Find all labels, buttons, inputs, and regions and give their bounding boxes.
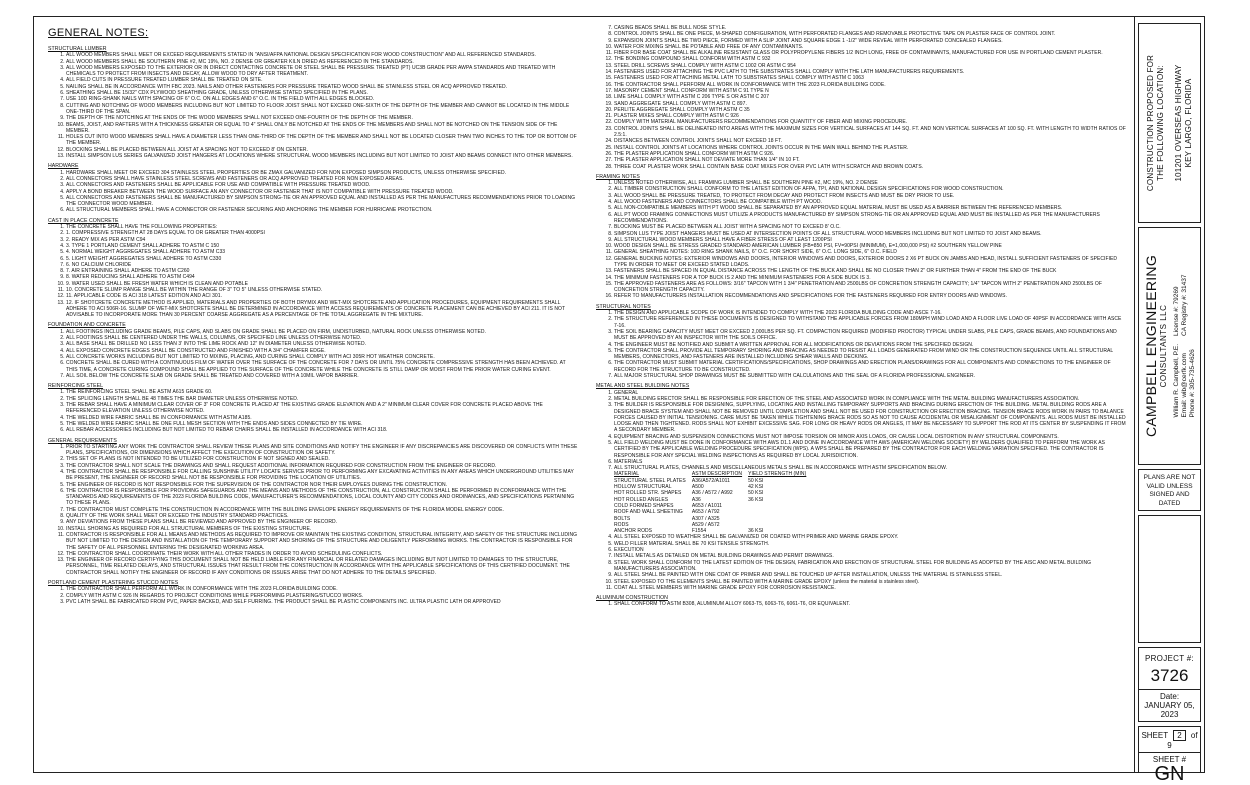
table-cell: A500 bbox=[691, 484, 704, 491]
table-cell: HOT ROLLED STR. SHAPES bbox=[614, 490, 682, 497]
table-cell: A653 / A792 bbox=[691, 509, 720, 516]
note-item: 8. STEEL WORK SHALL CONFORM TO THE LATEST EDITION OF THE DESIGN, FABRICATION AND ERECTION OF STRUCTURAL STEEL FOR BUILDING AS ADOPTED BY THE AISC AND METAL BUILDING MANUFACTURERS ASSOCIATION. bbox=[614, 560, 1126, 573]
note-item: 1. THE REINFORCING STEEL SHALL BE ASTM A615 GRADE 60. bbox=[66, 389, 578, 395]
note-item: 8. CUTTING AND NOTCHING OF WOOD MEMBERS INCLUDING BUT NOT LIMITED TO FLOOR JOIST SHALL NOT EXCEED ONE-SIXTH OF THE DEPTH OF THE MEMBER AND CANNOT BE LOCATED IN THE MIDDLE ONE-THIRD OF THE SPAN. bbox=[66, 103, 578, 116]
note-item: 4. THE CONTRACTOR SHALL BE RESPONSIBLE FOR CALLING SUNSHINE UTILITY LOCATE SERVICE PRIOR TO PERFORMING ANY EXCAVATING ACTIVITIES IN ANY AREAS WHICH UNDERGROUND UTILITIES MAY BE PRESENT, THE ENGINEER OF RECORD SHALL NOT BE RESPONSIBLE FOR PROVIDING THE LOCATION OF UTILITIES. bbox=[66, 469, 578, 482]
table-cell: 50 KSI bbox=[748, 490, 764, 497]
section-title: ALUMINUM CONSTRUCTION bbox=[596, 595, 668, 602]
ca-registry: CA Registry #: 31437 bbox=[1180, 274, 1188, 336]
note-item: 13. STEEL DRILL SCREWS SHALL COMPLY WITH ASTM C 1002 OR ASTM C 954 bbox=[614, 63, 1126, 69]
section-title: HARDWARE bbox=[48, 163, 79, 170]
note-item: 4. ALL EXPOSED CONCRETE EDGES SHALL BE CONSTRUCTED AND FINISHED WITH A 3/4" CHAMFER EDGE. bbox=[66, 348, 578, 354]
note-item: 10. INSTALL SHORING AS REQUIRED FOR ALL STRUCTURAL MEMBERS OF THE EXISTING STRUCTURE. bbox=[66, 526, 578, 532]
note-item: 11. HOLES CUT INTO WOOD MEMBERS SHALL HAVE A DIAMETER LESS THAN ONE-THIRD OF THE DEPTH OF THE MEMBER AND SHALL NOT BE LOCATED CLOSER THAN TWO INCHES TO THE TOP OR BOTTOM OF THE MEMBER. bbox=[66, 134, 578, 147]
section-title: CAST IN PLACE CONCRETE bbox=[48, 217, 119, 224]
section-list bbox=[596, 601, 1126, 607]
note-item: 11. FIBER FOR BASE COAT SHALL BE ALKALINE RESISTANT GLASS OR POLYPROPYLENE FIBERS 1/2 INCH LONG, FREE OF CONTAMINANTS, MANUFACTURED FOR USE IN PORTLAND CEMENT PLASTER. bbox=[614, 50, 1126, 56]
engineer-phone: Phone #: 305-735-4626 bbox=[1188, 349, 1196, 418]
section-title: FRAMING NOTES bbox=[596, 173, 640, 180]
stucco-notes-continued bbox=[596, 25, 1126, 170]
table-cell: ROOF AND WALL SHEETING bbox=[614, 509, 683, 516]
note-item: 10. BEAMS, JOIST, AND RAFTERS WITH A THICKNESS GREATER OR EQUAL TO 4" SHALL ONLY BE NOTCHED AT THE ENDS OF THE MEMBERS AND SHALL NOT BE NOTCHED ON THE TENSION SIDE OF THE MEMBER. bbox=[66, 122, 578, 135]
note-item: 1. THE CONTRACTOR SHALL PERFORM ALL WORK IN CONFORMANCE WITH THE 2023 FLORIDA BUILDING CODE. bbox=[66, 586, 578, 592]
note-item: 2. ALL TIMBER CONSTRUCTION SHALL CONFORM TO THE LATEST EDITION OF AFPA, TPI, AND NATIONAL DESIGN SPECIFICATIONS FOR WOOD CONSTRUCTION. bbox=[614, 186, 1126, 192]
note-item: 5. WELD FILLER MATERIAL SHALL BE 70 KSI TENSILE STRENGTH. bbox=[614, 541, 1126, 547]
section-list bbox=[596, 180, 1126, 300]
note-item: 19. SAND AGGREGATE SHALL COMPLY WITH ASTM C 897. bbox=[614, 101, 1126, 107]
title-block bbox=[1134, 17, 1205, 785]
table-header-cell: ASTM DESCRIPTION bbox=[691, 471, 743, 478]
note-item: 2. THIS SET OF PLANS IS NOT INTENDED TO BE UTILIZED FOR CONSTRUCTION IF NOT SIGNED AND SEALED. bbox=[66, 456, 578, 462]
note-item: 3. THE CONTRACTOR SHALL NOT SCALE THE DRAWINGS AND SHALL REQUEST ADDITIONAL INFORMATION REQUIRED FOR CONSTRUCTION FROM THE ENGINEER OF RECORD. bbox=[66, 463, 578, 469]
note-item: 1. GENERAL bbox=[614, 390, 1126, 396]
note-item: 9. ALL STRUCTURAL WOOD MEMBERS SHALL HAVE A FIBER STRESS OF AT LEAST 1200PSI bbox=[614, 237, 1126, 243]
note-item: 6. THE CONTRACTOR IS RESPONSIBLE FOR PROVIDING SAFEGUARDS AND THE MEANS AND METHODS OF THE CONSTRUCTION, ALL CONSTRUCTION SHALL BE PERFORMED IN CONFORMANCE WITH THE STANDARDS AND REQUIREMENTS OF THE 2023 FLORIDA BUILDING CODE, MANUFACTURER'S RECOMMENDATIONS, LOCAL COUNTY AND CITY CODES AND ORDINANCES, AND SPECIFICATIONS PERTAINING TO THESE PLANS. bbox=[66, 488, 578, 507]
drawing-sheet bbox=[33, 16, 1205, 785]
table-cell: A36 / A572 / A992 bbox=[691, 490, 733, 497]
firm-name: CAMPBELL ENGINEERING bbox=[1142, 254, 1159, 438]
note-item: 6. MATERIALS bbox=[614, 459, 1126, 465]
note-item: 15. FASTENERS USED FOR ATTACHING METAL LATH TO SUBSTRATES SHALL COMPLY WITH ASTM C 1063 bbox=[614, 75, 1126, 81]
note-item: 2. THE STRUCTURE REFERENCED IN THESE DOCUMENTS IS DESIGNED TO WITHSTAND THE APPLICABLE FORCES FROM 180MPH WIND LOAD AND A FLOOR LIVE LOAD OF 40PSF IN ACCORDANCE WITH ASCE 7-16. bbox=[614, 316, 1126, 329]
sheet-of: of bbox=[1190, 731, 1198, 740]
note-item: 1. ALL FOOTINGS INCLUDING GRADE BEAMS, PILE CAPS, AND SLABS ON GRADE SHALL BE PLACED ON FIRM, UNDISTURBED, NATURAL ROCK UNLESS OTHERWISE NOTED. bbox=[66, 329, 578, 335]
note-item: 10. WOOD DESIGN SHALL BE STRESS GRADED STANDARD AMERICAN LUMBER (FB=850 PSI, FV=90PSI (MINIMUM), E=1,000,000 PSI) #2 SOUTHERN YELLOW PINE bbox=[614, 243, 1126, 249]
note-item: 15. THE APPROVED FASTENERS ARE AS FOLLOWS: 3/16" TAPCON WITH 1 3/4" PENETRATION AND 2500LBS OF CONCRETION STRENGTH CAPACITY; 1/4" TAPCON WITH 2" PENETRATION AND 2500LBS OF CONCRETION STRENGTH CAPACITY. bbox=[614, 281, 1126, 294]
note-item: 4. THE ENGINEER MUST BE NOTIFIED AND SUBMIT A WRITTEN APPROVAL FOR ALL MODIFICATIONS OR DEVIATIONS FROM THE SPECIFIED DESIGN. bbox=[614, 342, 1126, 348]
note-item: 3. ALL WOOD MEMBERS EXPOSED TO THE EXTERIOR OR IN DIRECT CONTACTING CONCRETE OR STEEL SHALL BE PRESSURE TREATED (PT) UC3B GRADE PER AWPA STANDARDS AND TREATED WITH CHEMICALS TO PROTECT FROM INSECTS AND DECAY, ALLOW WOOD TO DRY AFTER TREATMENT. bbox=[66, 65, 578, 78]
note-item: 25. INSTALL CONTROL JOINTS AT LOCATIONS WHERE CONTROL JOINTS OCCUR IN THE MAIN WALL BEHIND THE PLASTER. bbox=[614, 145, 1126, 151]
note-item: 10. WATER FOR MIXING SHALL BE POTABLE AND FREE OF ANY CONTAMINANTS. bbox=[614, 44, 1126, 50]
section-list bbox=[48, 170, 578, 214]
table-cell: A36 bbox=[691, 496, 701, 503]
section-title: METAL AND STEEL BUILDING NOTES bbox=[596, 383, 690, 390]
section-list bbox=[48, 224, 578, 318]
note-item: 13. INSTALL SIMPSON LUS SERIES GALVANIZED JOIST HANGERS AT LOCATIONS WHERE STRUCTURAL WOOD MEMBERS INCLUDING BUT NOT LIMITED TO JOIST AND BEAMS CONNECT INTO OTHER MEMBERS. bbox=[66, 153, 578, 159]
note-item: 13. FASTENERS SHALL BE SPACED IN EQUAL DISTANCE ACROSS THE LENGTH OF THE BUCK AND SHALL BE NO CLOSER THAN 2" OR FURTHER THAN 4" FROM THE END OF THE BUCK bbox=[614, 268, 1126, 274]
note-item: 3. THE SOIL BEARING CAPACITY MUST MEET OR EXCEED 2,000LBS PER SQ. FT. COMPACTION REQUIRED (MODIFIED PROCTOR) TYPICAL UNDER SLABS, PILE CAPS, GRADE BEAMS, AND FOUNDATIONS AND MUST BE APPROVED BY AN INSPECTOR WITH THE SOILS OFFICE. bbox=[614, 329, 1126, 342]
note-item: 12. 11. APPLICABLE CODE IS ACI 318 LATEST EDITION AND ACI 301. bbox=[66, 293, 578, 299]
note-item: 3. PVC LATH SHALL BE FABRICATED FROM PVC, PAPER BACKED, AND SELF FURRING. THE PRODUCT SHALL BE PLASTIC COMPONENTS INC. ULTRA PLASTIC LATH OR APPROVED bbox=[66, 599, 578, 605]
note-item: 1. PRIOR TO STARTING ANY WORK THE CONTRACTOR SHALL REVIEW THESE PLANS AND SITE CONDITIONS AND NOTIFY THE ENGINEER IF ANY DISCREPANCIES ARE DISCOVERED OR CONFLICTS WITH THESE PLANS, SPECIFICATIONS, OR DIMENSIONS WHICH AFFECT THE EXECUTION OF CONSTRUCTION OR SAFETY. bbox=[66, 444, 578, 457]
note-item: 6. 5. LIGHT WEIGHT AGGREGATES SHALL ADHERE TO ASTM C330 bbox=[66, 256, 578, 262]
note-item: 6. ALL PT WOOD FRAMING CONNECTIONS MUST UTILIZE A PRODUCTS MANUFACTURED BY SIMPSON STRONG-TIE OR AN APPROVED EQUAL AND MUST BE INSTALLED AS PER THE MANUFACTURERS RECOMMENDATIONS. bbox=[614, 212, 1126, 225]
note-item: 7. ALL MAJOR STRUCTURAL SHOP DRAWINGS MUST BE SUBMITTED WITH CALCULATIONS AND THE SEAL OF A FLORIDA PROFESSIONAL ENGINEER. bbox=[614, 373, 1126, 379]
note-item: 4. ALL WOOD FASTENERS AND CONNECTORS SHALL BE COMPATIBLE WITH PT WOOD. bbox=[614, 199, 1126, 205]
note-item: 5. ALL NON-COMPATIBLE MEMBERS WITH PT WOOD SHALL BE SEPARATED BY AN APPROVED EQUAL MATERIAL MUST BE USED AS A BARRIER BETWEEN THE REFERENCED MEMBERS. bbox=[614, 205, 1126, 211]
table-cell: HOLLOW STRUCTURAL bbox=[614, 484, 672, 491]
note-item: 8. SIMPSON LUS TYPE JOIST HANGERS MUST BE USED AT INTERSECTION POINTS OF ALL STRUCTURAL WOOD MEMBERS INCLUDING BUT NOT LIMITED TO JOIST AND BEAMS. bbox=[614, 231, 1126, 237]
note-item: 4. ALL FIELD CUTS IN PRESSURE TREATED LUMBER SHALL BE TREATED ON SITE. bbox=[66, 77, 578, 83]
note-item: 9. THE DEPTH OF THE NOTCHING AT THE ENDS OF THE WOOD MEMBERS SHALL NOT EXCEED ONE-FOURTH OF THE DEPTH OF THE MEMBER. bbox=[66, 115, 578, 121]
note-item: 1. SHALL CONFORM TO ASTM B308, ALUMINUM ALLOY 6063-T5, 6063-T6, 6061-T6, OR EQUIVALENT. bbox=[614, 601, 1126, 607]
sheet-number-box bbox=[1138, 726, 1201, 785]
note-item: 12. GENERAL BUCKING NOTES: EXTERIOR WINDOWS AND DOORS, INTERIOR WINDOWS AND DOORS, EXTERIOR DOORS 2 X6 PT BUCK ON JAMBS AND HEAD, INSTALL SUFFICIENT FASTENERS OF SPECIFIED TYPE IN ORDER TO MEET OR EXCEED STATED LOADS. bbox=[614, 256, 1126, 269]
note-item: 11. CONTRACTOR IS RESPONSIBLE FOR ALL MEANS AND METHODS AS REQUIRED TO IMPROVE OR MAINTAIN THE EXISTING CONDITION, STRUCTURAL INTEGRITY, AND SAFETY OF THE STRUCTURE INCLUDING BUT NOT LIMITED TO THE DESIGN AND INSTALLATION OF THE TEMPORARY SUPPORT AND SHORING OF THE STRUCTURE AND DILIGENTLY PERFORMING WORKS. THE CONTRACTOR IS RESPONSIBLE FOR THE SAFETY OF ALL PERSONNEL ENTERING THE DESIGNATED WORKING AREA. bbox=[66, 532, 578, 551]
date-label: Date: bbox=[1139, 689, 1200, 701]
location-box bbox=[1138, 23, 1201, 223]
note-item: 6. THE CONTRACTOR MUST SUBMIT MATERIAL CERTIFICATIONS/SPECIFICATIONS, SHOP DRAWINGS AND ERECTION PLANS/DRAWINGS FOR ALL COMPONENTS AND CONNECTIONS TO THE ENGINEER OF RECORD FOR THE STRUCTURE TO BE CONSTRUCTED. bbox=[614, 360, 1126, 373]
note-item: 5. NAILING SHALL BE IN ACCORDANCE WITH FBC 2023. NAILS AND OTHER FASTENERS FOR PRESSURE TREATED WOOD SHALL BE STAINLESS STEEL OR ACQ APPROVED TREATED. bbox=[66, 84, 578, 90]
note-item: 5. THE WELDED WIRE FABRIC SHALL BE ONE FULL MESH SECTION WITH THE ENDS AND SIDES CONNECTED BY TIE WIRE. bbox=[66, 421, 578, 427]
note-item: 3. ALL WOOD SHALL BE PRESSURE TREATED, TO PROTECT FROM DECAY AND PROTECT FROM INSECTS AND MUST BE DRY PRIOR TO USE. bbox=[614, 193, 1126, 199]
note-item: 26. THE PLASTER APPLICATION SHALL CONFORM WITH ASTM C 926. bbox=[614, 151, 1126, 157]
note-item: 2. 1. COMPRESSIVE STRENGTH AT 28 DAYS EQUAL TO OR GREATER THAN 4000PSI bbox=[66, 230, 578, 236]
note-item: 9. EXPANSION JOINTS SHALL BE TWO PIECE, FORMED WITH A SLIP JOINT AND SQUARE EDGE 1 -1/2" WIDE REVEAL WITH PERFORATED CONCEALED FLANGES. bbox=[614, 38, 1126, 44]
note-item: 4. EQUIPMENT BRACING AND SUSPENSION CONNECTIONS MUST NOT IMPOSE TORSION OR MINOR AXIS LOADS, OR CAUSE LOCAL DISTORTION IN ANY STRUCTURAL COMPONENTS. bbox=[614, 434, 1126, 440]
section-list bbox=[48, 52, 578, 159]
engineer-name: William R. Campbell, P.E. bbox=[1172, 343, 1180, 418]
note-item: 2. METAL BUILDING ERECTOR SHALL BE RESPONSIBLE FOR ERECTION OF THE STEEL AND ASSOCIATED WORK IN COMPLIANCE WITH THE METAL BUILDING MANUFACTURERS ASSOCIATION. bbox=[614, 396, 1126, 402]
note-item: 16. REFER TO MANUFACTURERS INSTALLATION RECOMMENDATIONS AND SPECIFICATIONS FOR THE FASTENERS REQUIRED FOR ENTRY DOORS AND WINDOWS. bbox=[614, 293, 1126, 299]
note-item: 17. MASONRY CEMENT SHALL CONFORM WITH ASTM C 91 TYPE N bbox=[614, 88, 1126, 94]
firm-subtitle: CONSULTANTS LLC bbox=[1158, 304, 1168, 388]
location-line1: CONSTRUCTION PROPOSED FOR bbox=[1145, 54, 1155, 192]
note-item: 5. 4. NORMAL WEIGHT AGGREGATES SHALL ADHERE TO ASTM C33 bbox=[66, 249, 578, 255]
note-item: 16. THE CONTRACTOR SHALL PERFORM ALL WORK IN CONFORMANCE WITH THE 2023 FLORIDA BUILDING CODE. bbox=[614, 82, 1126, 88]
section-title: PORTLAND CEMENT PLASTERING STUCCO NOTES bbox=[48, 580, 179, 587]
notes-column-right bbox=[596, 25, 1126, 608]
section-title: REINFORCING STEEL bbox=[48, 383, 104, 390]
firm-box bbox=[1138, 227, 1201, 465]
note-item: 2. COMPLY WITH ASTM C 926 IN REGARDS TO PROJECT CONDITIONS WHILE PERFORMING PLASTERING/STUCCO WORKS. bbox=[66, 593, 578, 599]
note-item: 3. ALL BASE SHALL BE DRILLED NO LESS THAN 3' INTO THE LIME ROCK AND 12" IN DIAMETER UNLESS OTHERWISE NOTED. bbox=[66, 341, 578, 347]
note-item: 1. ALL WOOD MEMBERS SHALL MEET OR EXCEED REQUIREMENTS STATED IN "ANSI/AFPA NATIONAL DESIGN SPECIFICATION FOR WOOD CONSTRUCTION" AND ALL REFERENCED STANDARDS. bbox=[66, 52, 578, 58]
note-item: 3. 2. READY MIX AS PER ASTM C94 bbox=[66, 237, 578, 243]
note-item: 2. ALL WOOD MEMBERS SHALL BE SOUTHERN PINE #2, MC 19%, NO. 2 DENSE OR GREATER KILN DRIED AS REFERENCED IN THE STANDARDS. bbox=[66, 59, 578, 65]
note-item: 18. LIME SHALL COMPLY WITH ASTM C 206 TYPE S OR ASTM C 207 bbox=[614, 94, 1126, 100]
table-header-cell: MATERIAL bbox=[614, 471, 640, 478]
note-item: 4. THE WELDED WIRE FABRIC SHALL BE IN CONFORMANCE WITH ASTM A185. bbox=[66, 415, 578, 421]
sheet-id: GN bbox=[1154, 763, 1185, 785]
note-item: 6. ALL REBAR ACCESSORIES INCLUDING BUT NOT LIMITED TO REBAR CHAIRS SHALL BE INSTALLED IN ACCORDANCE WITH ACI 318. bbox=[66, 427, 578, 433]
section-list bbox=[48, 586, 578, 605]
note-item: 4. 3. TYPE 1 PORTLAND CEMENT SHALL ADHERE TO ASTM C 150 bbox=[66, 243, 578, 249]
table-cell: A36/A572/A1011 bbox=[691, 477, 730, 484]
note-item: 10. STEEL EXPOSED TO THE ELEMENTS SHALL BE PAINTED WITH A MARINE GRADE EPOXY (unless the material is stainless steel). bbox=[614, 579, 1126, 585]
note-item: 7. ALL SOIL BELOW THE CONCRETE SLAB ON GRADE SHALL BE TREATED AND COVERED WITH A 10MIL VAPOR BARRIER. bbox=[66, 373, 578, 379]
note-item: 11. COAT ALL STEEL MEMBERS WITH MARINE GRADE EPOXY FOR CORROSION RESISTANCE. bbox=[614, 585, 1126, 591]
plans-validity-note: PLANS ARE NOT VALID UNLESS SIGNED AND DATED bbox=[1138, 469, 1201, 511]
note-item: 7. CASING BEADS SHALL BE BULL NOSE STYLE. bbox=[614, 25, 1126, 31]
note-item: 7. 6. NO CALCIUM CHLORIDE bbox=[66, 262, 578, 268]
note-item: 11. 10. CONCRETE SLUMP RANGE SHALL BE WITHIN THE RANGE OF 3" TO 5" UNLESS OTHERWISE STATED. bbox=[66, 287, 578, 293]
table-cell: A529 / A572 bbox=[691, 521, 720, 528]
note-item: 13. THE ENGINEER OF RECORD CERTIFYING THIS DOCUMENT SHALL NOT BE HELD LIABLE FOR ANY FINANCIAL OR RELATED DAMAGES INCLUDING BUT NOT LIMITED TO DAMAGES TO THE STRUCTURE, PERSONNEL, TIME RELATED DELAYS, AND STRUCTURAL ISSUES THAT RESULT FROM THE CONSTRUCTION IN ACCORDANCE WITH THE APPLICABLE SPECIFICATIONS OF THIS CERTIFIED DOCUMENT. THE CONTRACTOR SHALL NOTIFY THE ENGINEER OF RECORD IF ANY CONDITIONS OR ISSUES ARISE THAT DO NOT ADHERE TO THE DETAILS SPECIFIED. bbox=[66, 557, 578, 576]
section-list bbox=[596, 310, 1126, 379]
project-number: 3726 bbox=[1150, 666, 1189, 685]
date-value: JANUARY 05, 2023 bbox=[1144, 701, 1195, 719]
table-cell: 36 KSI bbox=[748, 496, 764, 503]
note-item: 6. ALL STRUCTURAL MEMBERS SHALL HAVE A CONNECTOR OR FASTENER SECURING AND ANCHORING THE MEMBER FOR HURRICANE PROTECTION. bbox=[66, 207, 578, 213]
page-title: GENERAL NOTES: bbox=[48, 27, 149, 39]
table-header-cell: YIELD STRENGTH (MIN) bbox=[748, 471, 807, 478]
note-item: 6. CONCRETE SHALL BE CURED WITH A CONTINUOUS FILM OF WATER OVER THE SURFACE OF THE CONCRETE FOR 7 DAYS OR UNTIL 75% CONCRETE COMPRESSIVE STRENGTH HAS BEEN ACHIEVED. AT THIS TIME, A CONCRETE CURING COMPOUND SHALL BE APPLIED TO THE SURFACE OF THE CONCRETE WHILE THE CONCRETE IS STILL DAMP OR MOIST FROM THE PRIOR WATER CURING EVENT. bbox=[66, 360, 578, 373]
table-cell: HOT ROLLED ANGLES bbox=[614, 496, 669, 503]
note-item: 1. HARDWARE SHALL MEET OR EXCEED 304 STAINLESS STEEL PROPERTIES OR BE ZMAX GALVANIZED FOR NON EXPOSED SIMPSON PRODUCTS, UNLESS OTHERWISE SPECIFIED. bbox=[66, 170, 578, 176]
engineer-email: Email: wib@cerfk.com bbox=[1180, 353, 1188, 418]
sheet-total: 9 bbox=[1167, 741, 1172, 750]
table-cell: A653 / A1011 bbox=[691, 502, 723, 509]
note-item: 2. THE SPLICING LENGTH SHALL BE 48 TIMES THE BAR DIAMETER UNLESS OTHERWISE NOTED. bbox=[66, 396, 578, 402]
table-cell: STRUCTURAL STEEL PLATES bbox=[614, 477, 686, 484]
sheet-label: SHEET bbox=[1141, 731, 1168, 740]
steel-notes-continued bbox=[596, 534, 1126, 591]
note-item: 7. INSTALL METALS AS DETAILED ON METAL BUILDING DRAWINGS AND PERMIT DRAWINGS. bbox=[614, 553, 1126, 559]
license-number: License #: 79269 bbox=[1172, 286, 1180, 336]
note-item: 12. THE CONTRACTOR SHALL COORDINATE THEIR WORK WITH ALL OTHER TRADES IN ORDER TO AVOID SCHEDULING CONFLICTS. bbox=[66, 551, 578, 557]
note-item: 12. BLOCKING SHALL BE PLACED BETWEEN ALL JOIST AT A SPACING NOT TO EXCEED 8' ON CENTER. bbox=[66, 147, 578, 153]
table-cell: RODS bbox=[614, 521, 629, 528]
table-cell: A307 / A325 bbox=[691, 515, 720, 522]
section-title: GENERAL REQUIREMENTS bbox=[48, 437, 117, 444]
note-item: 12. THE BONDING COMPOUND SHALL CONFORM WITH ASTM C 932 bbox=[614, 56, 1126, 62]
section-list bbox=[48, 444, 578, 576]
location-line2: THE FOLLOWING LOCATION: bbox=[1155, 65, 1165, 181]
note-item: 1. UNLESS NOTED OTHERWISE, ALL FRAMING LUMBER SHALL BE SOUTHERN PINE #2, MC 19%, NO. 2 DENSE bbox=[614, 180, 1126, 186]
note-item: 20. PERLITE AGGREGATE SHALL COMPLY WITH ASTM C 35 bbox=[614, 107, 1126, 113]
note-item: 14. FASTENERS USED FOR ATTACHING THE PVC LATH TO THE SUBSTRATES SHALL COMPLY WITH THE LATH MANUFACTURERS REQUIREMENTS. bbox=[614, 69, 1126, 75]
section-list bbox=[48, 329, 578, 379]
note-item: 13. 12. IF SHOTCRETE CONCRETE METHOD IS APPLIED, MATERIALS AND PROPERTIES OF BOTH DRYMIX AND WET-MIX SHOTCRETE AND APPLICATION PROCEDURES, EQUIPMENT REQUIREMENTS SHALL ADHERE TO ACI 506R-16. SLUMP OF WET-MIX SHOTCRETE SHALL BE DETERMINED IN ACCORDANCE WITH ACCESS REQUIREMENTS OF CONCRETE PLACEMENT CAN BE ACHIEVED BY ACI 211. IT IS NOT ADVISABLE TO INCORPORATE MORE THAN 30 PERCENT COARSE AGGREGATE AS A PERCENTAGE OF THE TOTAL AGGREGATE IN THE MIXTURE. bbox=[66, 300, 578, 319]
note-item: 8. QUALITY OF THE WORK SHALL MEET OR EXCEED THE INDUSTRY STANDARD PRACTICES. bbox=[66, 513, 578, 519]
address-line1: 101201 OVERSEAS HIGHWAY bbox=[1173, 64, 1183, 182]
section-list bbox=[596, 390, 1126, 472]
project-box bbox=[1138, 647, 1201, 722]
note-item: 23. CONTROL JOINTS SHALL BE DELINEATED INTO AREAS WITH THE MAXIMUM SIZES FOR VERTICAL SURFACES AT 144 SQ. FT. AND NON VERTICAL SURFACES AT 100 SQ. FT. WITH LENGTH TO WIDTH RATIOS OF 2.5:1. bbox=[614, 126, 1126, 139]
table-cell: BOLTS bbox=[614, 515, 631, 522]
note-item: 8. CONTROL JOINTS SHALL BE ONE PIECE, M-SHAPED CONFIGURATION, WITH PERFORATED FLANGES AND REMOVABLE PROTECTIVE TAPE ON PLASTER FACE OF CONTROL JOINT. bbox=[614, 31, 1126, 37]
note-item: 5. THE ENGINEER OF RECORD IS NOT RESPONSIBLE FOR THE SUPERVISION OF THE CONTRACTOR NOR THEIR EMPLOYEES DURING THE CONSTRUCTION. bbox=[66, 482, 578, 488]
note-item: 9. ANY DEVIATIONS FROM THESE PLANS SHALL BE REVIEWED AND APPROVED BY THE ENGINEER OF RECORD. bbox=[66, 519, 578, 525]
note-item: 9. ALL STEEL SHALL BE PAINTED WITH ONE COAT OF PRIMER AND SHALL BE TOUCHED UP AFTER INSTALLATION, UNLESS THE MATERIAL IS STAINLESS STEEL. bbox=[614, 572, 1126, 578]
note-item: 2. ALL FOOTINGS SHALL BE CENTERED UNDER THE WALLS, COLUMNS, OR SPECIFIED LINE UNLESS OTHERWISE NOTED. bbox=[66, 335, 578, 341]
note-item: 7. ALL STRUCTURAL PLATES, CHANNELS AND MISCELLANEOUS METALS SHALL BE IN ACCORDANCE WITH ASTM SPECIFICATION BELOW. bbox=[614, 465, 1126, 471]
note-item: 6. EXECUTION bbox=[614, 547, 1126, 553]
section-title: FOUNDATION AND CONCRETE bbox=[48, 322, 126, 329]
note-item: 6. SHEATHING SHALL BE 15/32" CDX PLYWOOD SHEATHING GRADE, UNLESS OTHERWISE STATED SPECIFIED IN THE PLANS. bbox=[66, 90, 578, 96]
notes-column-left bbox=[48, 25, 578, 605]
table-cell: 36 KSI bbox=[748, 528, 764, 535]
note-item: 3. THE BUILDER IS RESPONSIBLE FOR DESIGNING, SUPPLYING, LOCATING AND INSTALLING TEMPORARY SUPPORTS AND BRACING DURING ERECTION OF THE BUILDING. METAL BUILDING RODS ARE A DESIGNED BRACE SYSTEM AND SHALL NOT BE REMOVED UNTIL COMPLETION AND SHALL NOT BE USED FOR CONSTRUCTION OR ERECTION BRACING. TENSION BRACE RODS WORK IN PAIRS TO BALANCE FORCES CAUSED BY INITIAL TENSIONING. CARE MUST BE TAKEN WHILE TIGHTENING BRACE RODS SO AS NOT TO CAUSE ACCIDENTAL OR MISALIGNMENT OF COMPONENTS. ALL RODS MUST BE INSTALLED LOOSE AND THEN TIGHTENED. RODS SHALL NOT EXHIBIT EXCESSIVE SAG. FOR LONG OR HEAVY RODS OR ANGLES, IT MAY BE NECESSARY TO SUPPORT THE ROD AT ITS CENTER BY SUSPENDING IT FROM A SECONDARY MEMBER. bbox=[614, 402, 1126, 433]
note-item: 10. 9. WATER USED SHALL BE FRESH WATER WHICH IS CLEAN AND POTABLE bbox=[66, 281, 578, 287]
address-line2: KEY LARGO, FLORIDA bbox=[1183, 78, 1193, 168]
note-item: 11. GENERAL SHEATHING NOTES: 10D RING SHANK NAILS, 6" O.C. FOR SHORT SIDE, 6" O.C. LONG SIDE, 6" O.C. FIELD bbox=[614, 249, 1126, 255]
note-item: 5. ALL CONCRETE WORKS INCLUDING BUT NOT LIMITED TO MIXING, PLACING, AND CURING SHALL COMPLY WITH ACI 305R HOT WEATHER CONCRETE. bbox=[66, 354, 578, 360]
section-title: STRUCTURAL LUMBER bbox=[48, 46, 107, 52]
table-cell: COLD FORMED SHAPES bbox=[614, 502, 674, 509]
note-item: 4. APPLY A BOND BREAKER BETWEEN THE WOOD SURFACE AN ANY CONNECTOR OR FASTENER THAT IS NOT COMPATIBLE WITH PRESSURE TREATED WOOD. bbox=[66, 189, 578, 195]
note-item: 28. THREE COAT PLASTER WORK SHALL CONTAIN BASE COAT MIXES FOR OVER PVC LATH WITH SCRATCH AND BROWN COATS. bbox=[614, 164, 1126, 170]
section-title: STRUCTURAL NOTES bbox=[596, 303, 651, 310]
note-item: 5. ALL CONNECTORS AND FASTENERS SHALL BE MANUFACTURED BY SIMPSON STRONG-TIE OR AN APPROVED EQUAL AND INSTALLED AS PER THE MANUFACTURES RECOMMENDATIONS PRIOR TO LOADING THE CONNECTOR WOOD MEMBER. bbox=[66, 195, 578, 208]
note-item: 1. THE DESIGN AND APPLICABLE SCOPE OF WORK IS INTENDED TO COMPLY WITH THE 2023 FLORIDA BUILDING CODE AND ASCE 7-16. bbox=[614, 310, 1126, 316]
note-item: 5. ALL FIELD WELDING MUST BE DONE IN CONFORMANCE WITH AWS D1.1 AND DONE IN ACCORDANCE WITH AWS (AMERICAN WELDING SOCIETY) BY WELDERS QUALIFIED TO PERFORM THE WORK AS CERTIFIED BY THE APPLICABLE WELDING PROCEDURE SPECIFICATION (WPS). A WPS SHALL BE PREPARED BY THE CONTRACTOR FOR EACH WELDING VARIATION SPECIFIED. THE CONTRACTOR IS RESPONSIBLE FOR ANY SPECIAL WELDING INSPECTIONS AS REQUIRED BY LOCAL JURISDICTION. bbox=[614, 440, 1126, 459]
note-item: 7. THE CONTRACTOR MUST COMPLETE THE CONSTRUCTION IN ACCORDANCE WITH THE BUILDING ENVELOPE ENERGY REQUIREMENTS OF THE FLORIDA MODEL ENERGY CODE. bbox=[66, 507, 578, 513]
note-item: 7. BLOCKING MUST BE PLACED BETWEEN ALL JOIST WITH A SPACING NOT TO EXCEED 8' O.C. bbox=[614, 224, 1126, 230]
sheet-current: 2 bbox=[1173, 730, 1185, 741]
note-item: 1. THE CONCRETE SHALL HAVE THE FOLLOWING PROPERTIES: bbox=[66, 224, 578, 230]
table-cell: ANCHOR RODS bbox=[614, 528, 653, 535]
project-label: PROJECT #: bbox=[1144, 654, 1195, 663]
note-item: 5. THE CONTRACTOR SHALL PROVIDE ALL TEMPORARY SHORING AND BRACING AS NEEDED TO RESIST ALL LOADS GENERATED FROM WIND OR THE CONSTRUCTION SEQUENCE UNTIL ALL STRUCTURAL MEMBERS, CONNECTORS, AND FASTENERS ARE INSTALLED INCLUDING SHEAR WALLS AND DECKING. bbox=[614, 348, 1126, 361]
section-list bbox=[48, 389, 578, 433]
materials-table bbox=[614, 471, 812, 534]
general-notes bbox=[48, 25, 1133, 770]
note-item: 3. THE REBAR SHALL HAVE A MINIMUM CLEAR COVER OF 3" FOR CONCRETE PLACED AT THE EXISTING GRADE ELEVATION AND A 2" MINIMUM CLEAR COVER FOR CONCRETE PLACED ABOVE THE REFERENCED ELEVATION UNLESS OTHERWISE NOTED. bbox=[66, 402, 578, 415]
seal-box bbox=[1138, 515, 1201, 643]
note-item: 2. ALL CONNECTORS SHALL HAVE STAINLESS STEEL SCREWS AND FASTENERS OR ACQ APPROVED TREATED FOR NON EXPOSED AREAS. bbox=[66, 176, 578, 182]
sheet-id-label: SHEET # bbox=[1152, 755, 1187, 764]
note-item: 4. ALL STEEL EXPOSED TO WEATHER SHALL BE GALVANIZED OR COATED WITH PRIMER AND MARINE GRADE EPOXY. bbox=[614, 534, 1126, 540]
note-item: 3. ALL CONNECTORS AND FASTENERS SHALL BE APPLICABLE FOR USE AND COMPATIBLE WITH PRESSURE TREATED WOOD. bbox=[66, 182, 578, 188]
note-item: 7. USE 10D RING-SHANK NAILS WITH SPACING OF 6" O.C. ON ALL EDGES AND 6" O.C. IN THE FIELD WITH ALL EDGES BLOCKED. bbox=[66, 96, 578, 102]
note-item: 8. 7. AIR ENTRAINING SHALL ADHERE TO ASTM C260 bbox=[66, 268, 578, 274]
note-item: 27. THE PLASTER APPLICATION SHALL NOT DEVIATE MORE THAN 1/4" IN 10 FT. bbox=[614, 157, 1126, 163]
table-cell: 42 KSI bbox=[748, 484, 764, 491]
note-item: 21. PLASTER MIXES SHALL COMPLY WITH ASTM C 926 bbox=[614, 113, 1126, 119]
note-item: 14. THE MINIMUM FASTENERS FOR A TOP BUCK IS 2 AND THE MINIMUM FASTENERS FOR A SIDE BUCK IS 3. bbox=[614, 275, 1126, 281]
note-item: 24. DISTANCES BETWEEN CONTROL JOINTS SHALL NOT EXCEED 18 FT. bbox=[614, 138, 1126, 144]
note-item: 22. COMPLY WITH MATERIAL MANUFACTURERS RECOMMENDATIONS FOR QUANTITY OF FIBER AND MIXING PROCEDURE. bbox=[614, 119, 1126, 125]
table-cell: 50 KSI bbox=[748, 477, 764, 484]
note-item: 9. 8. WATER REDUCING SHALL ADHERE TO ASTM C494 bbox=[66, 274, 578, 280]
table-cell: F1554 bbox=[691, 528, 707, 535]
